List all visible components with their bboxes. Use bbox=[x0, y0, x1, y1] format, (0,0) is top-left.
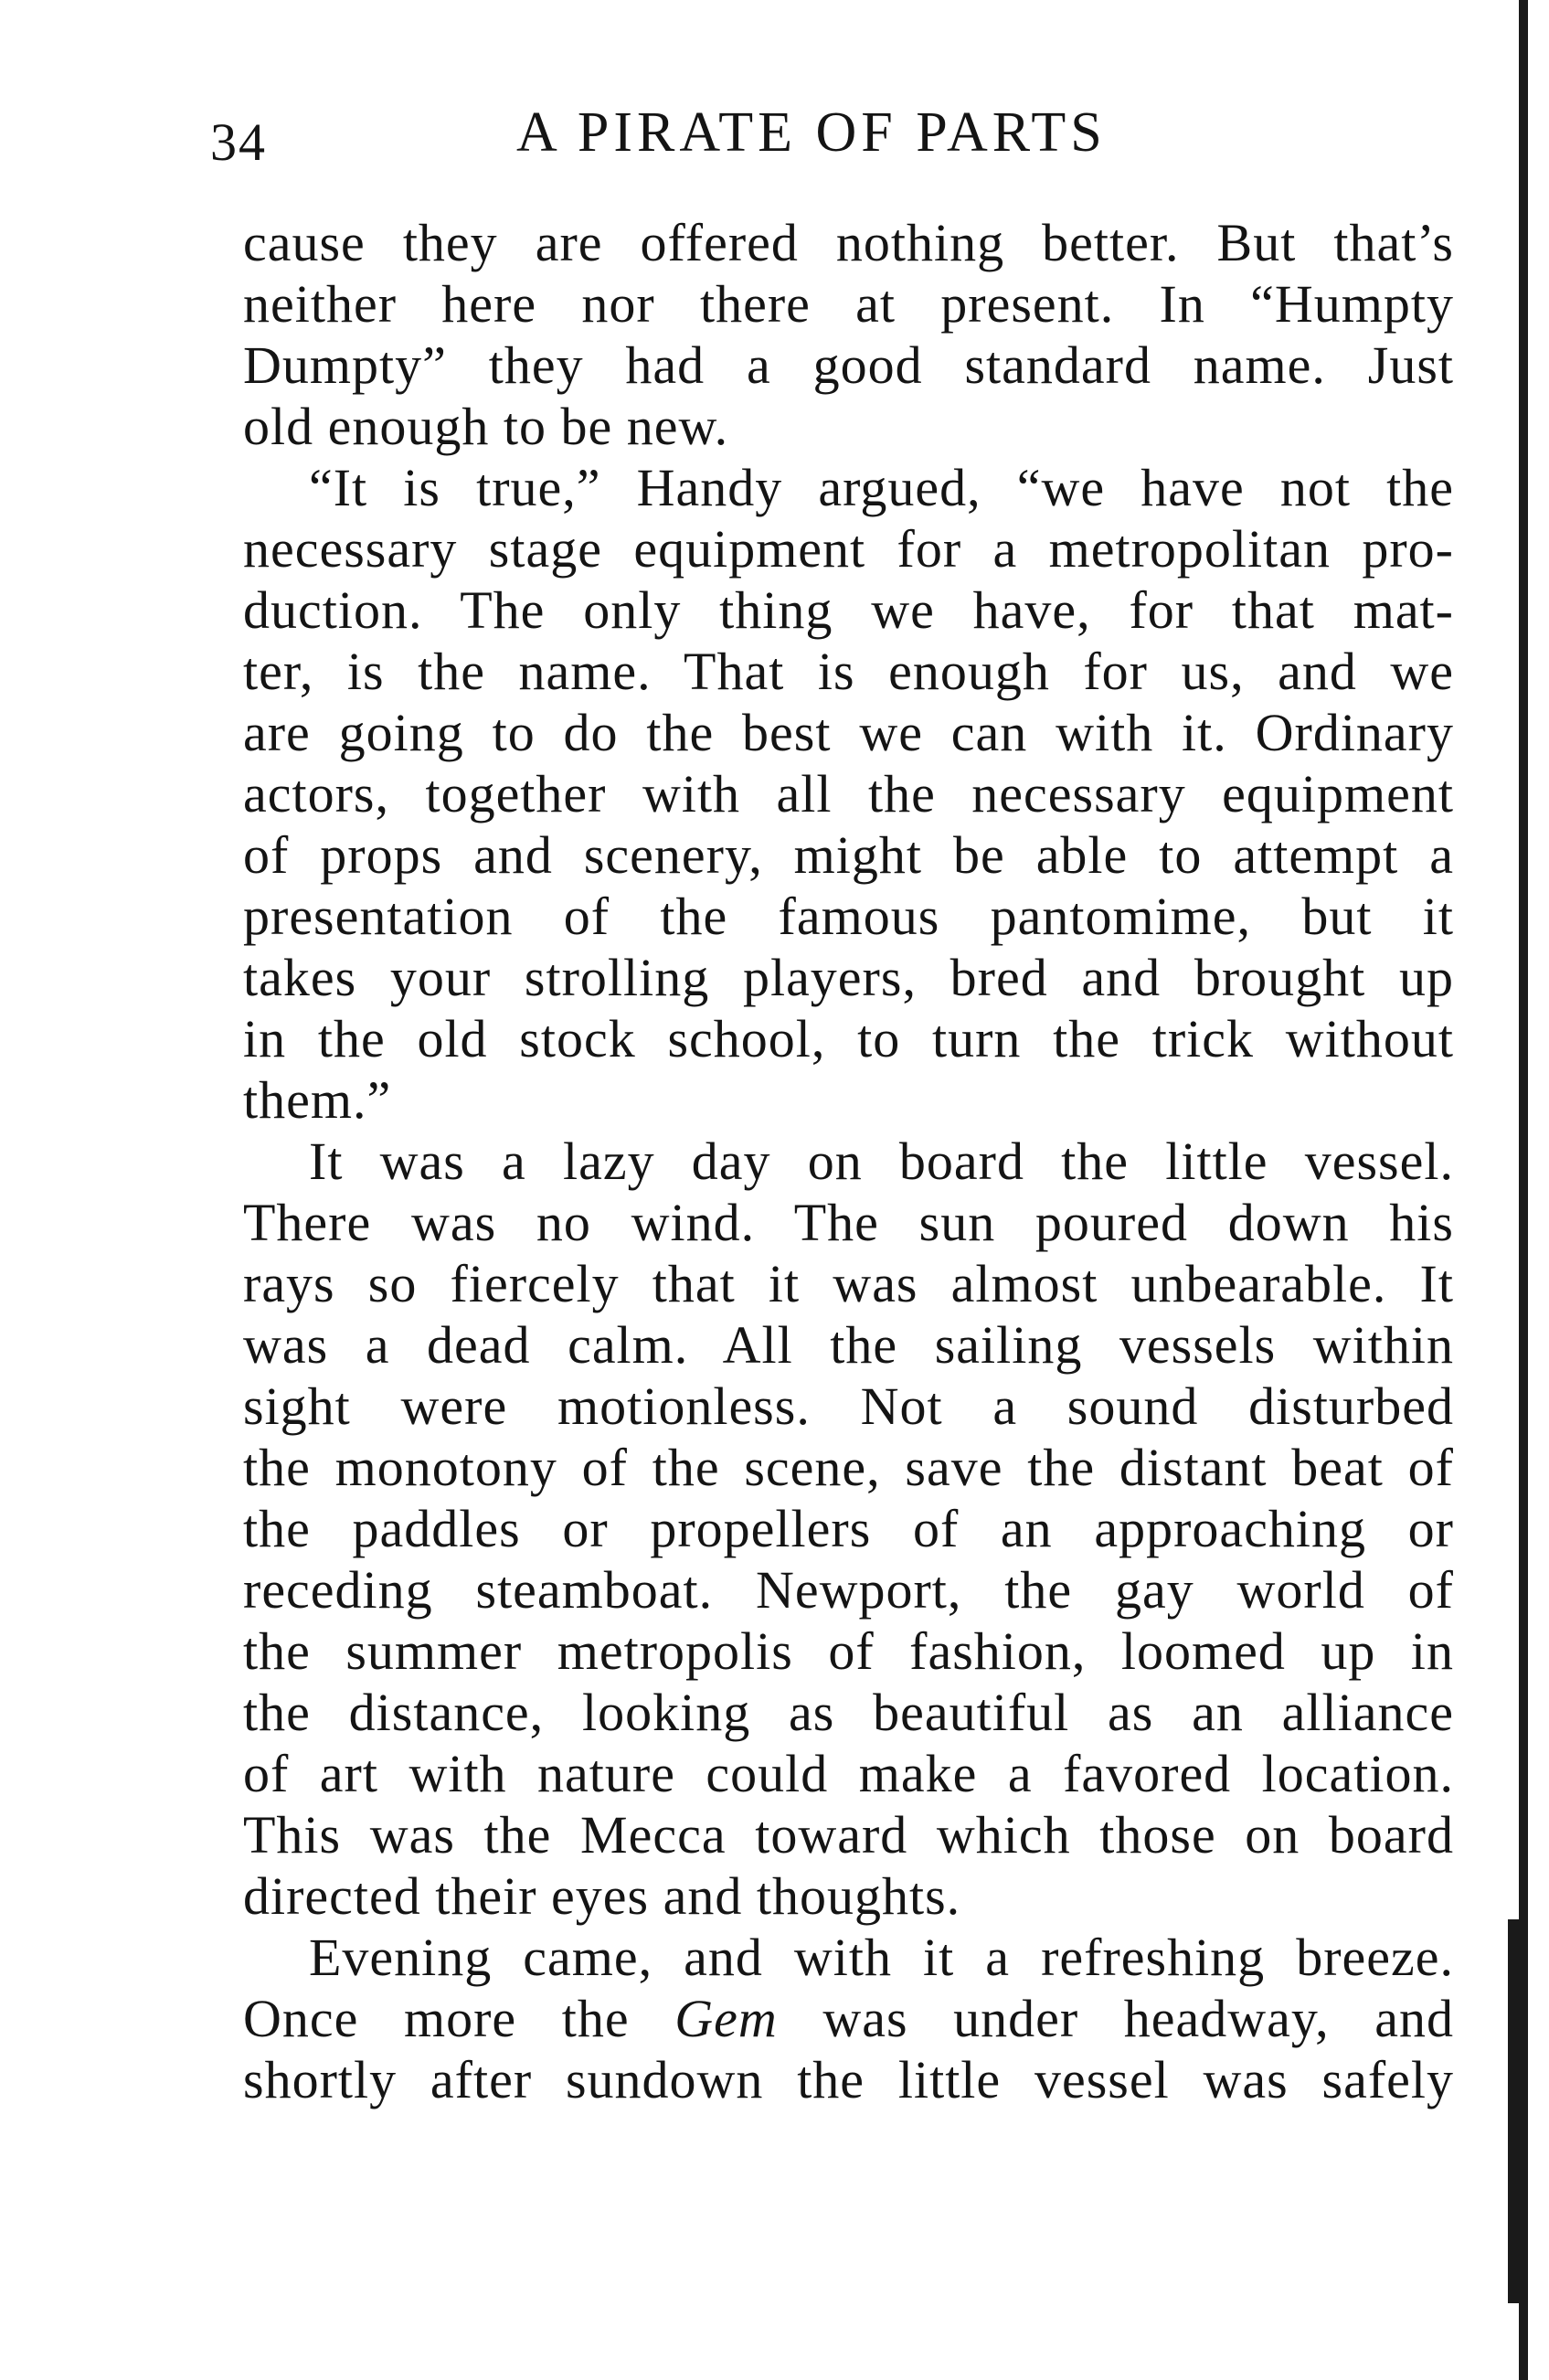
text-line: the monotony of the scene, save the distant beat of bbox=[243, 1438, 1454, 1497]
text-line: of art with nature could make a favored location. bbox=[243, 1744, 1454, 1803]
text-fragment: was under headway, and bbox=[822, 1989, 1454, 2048]
text-line: presentation of the famous pantomime, but it bbox=[243, 887, 1454, 946]
text-line-with-italic bbox=[243, 1988, 1454, 2049]
text-line: old enough to be new. bbox=[243, 397, 729, 456]
text-line: cause they are offered nothing better. But that’s bbox=[243, 213, 1454, 272]
text-line: them.” bbox=[243, 1070, 392, 1130]
text-line: was a dead calm. All the sailing vessels within bbox=[243, 1315, 1454, 1375]
text-line: shortly after sundown the little vessel was safely bbox=[243, 2050, 1454, 2109]
page-header bbox=[210, 101, 1467, 174]
text-line: It was a lazy day on board the little vessel. bbox=[309, 1132, 1454, 1191]
text-line: neither here nor there at present. In “Humpty bbox=[243, 274, 1454, 334]
text-line: the distance, looking as beautiful as an alliance bbox=[243, 1683, 1454, 1742]
text-line: Dumpty” they had a good standard name. Just bbox=[243, 335, 1454, 395]
text-line: the summer metropolis of fashion, loomed up in bbox=[243, 1621, 1454, 1681]
text-line: in the old stock school, to turn the trick without bbox=[243, 1009, 1454, 1068]
text-line: duction. The only thing we have, for that mat- bbox=[243, 580, 1454, 640]
ship-name-italic: Gem bbox=[674, 1989, 778, 2048]
page-edge-shadow-lower bbox=[1508, 1919, 1528, 2303]
text-line: the paddles or propellers of an approaching or bbox=[243, 1499, 1454, 1558]
body-text bbox=[243, 212, 1454, 2110]
text-line: There was no wind. The sun poured down his bbox=[243, 1193, 1454, 1252]
text-line: of props and scenery, might be able to attempt a bbox=[243, 825, 1454, 885]
text-fragment: Once more the bbox=[243, 1989, 630, 2048]
text-line: are going to do the best we can with it. Ordinary bbox=[243, 703, 1454, 762]
page-number: 34 bbox=[210, 112, 267, 172]
text-line: sight were motionless. Not a sound disturbed bbox=[243, 1376, 1454, 1436]
text-line: ter, is the name. That is enough for us, and we bbox=[243, 642, 1454, 701]
running-title: A PIRATE OF PARTS bbox=[516, 101, 1107, 164]
text-line: necessary stage equipment for a metropolitan pro- bbox=[243, 519, 1454, 579]
text-line: Evening came, and with it a refreshing breeze. bbox=[309, 1928, 1454, 1987]
text-line: “It is true,” Handy argued, “we have not the bbox=[309, 458, 1454, 517]
text-line: takes your strolling players, bred and brought up bbox=[243, 948, 1454, 1007]
text-line: This was the Mecca toward which those on board bbox=[243, 1805, 1454, 1865]
text-line: actors, together with all the necessary equipment bbox=[243, 764, 1454, 823]
text-line: rays so fiercely that it was almost unbearable. It bbox=[243, 1254, 1454, 1313]
text-line: receding steamboat. Newport, the gay world of bbox=[243, 1560, 1454, 1620]
text-line: directed their eyes and thoughts. bbox=[243, 1866, 961, 1926]
